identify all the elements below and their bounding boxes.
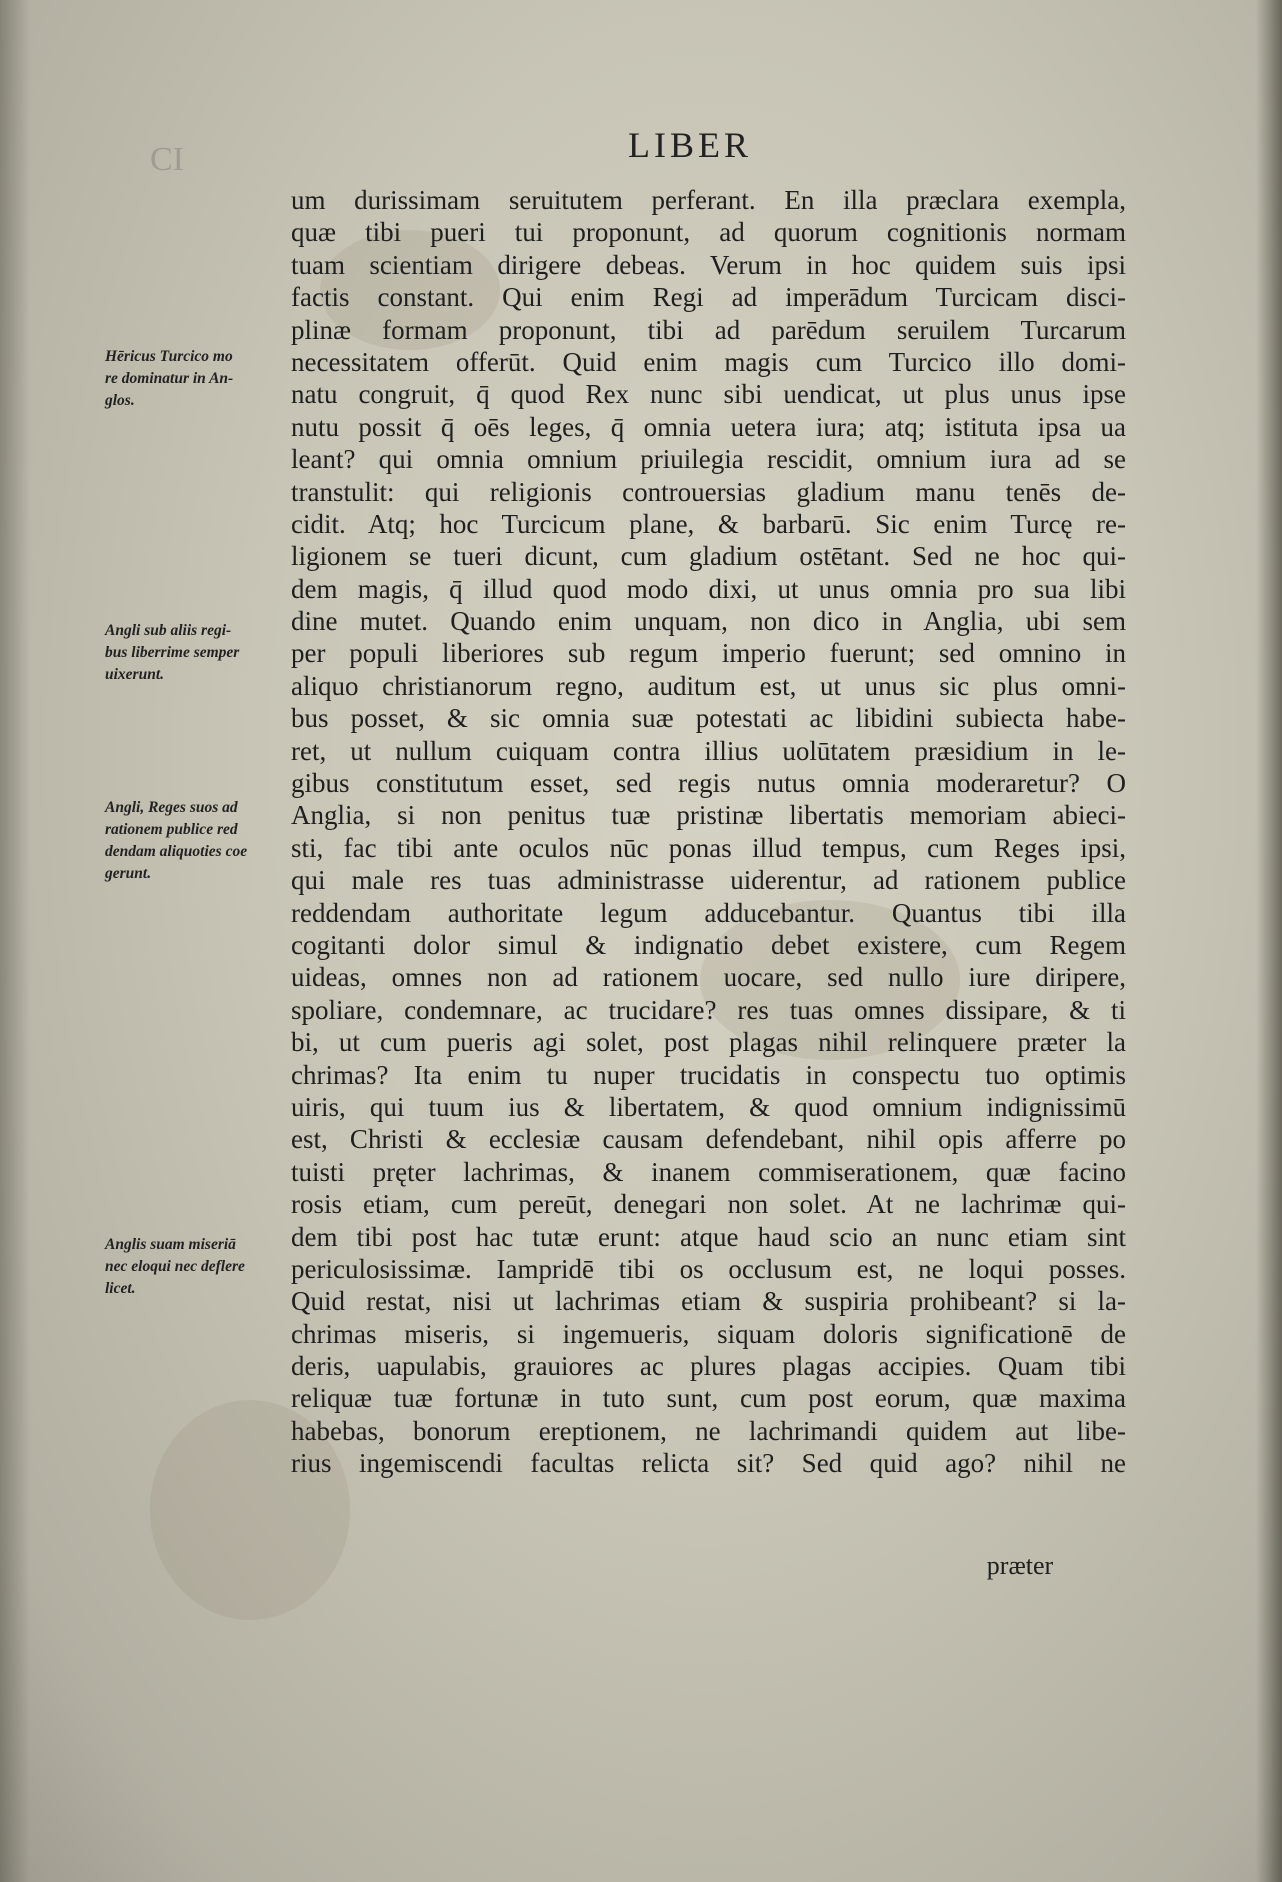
text-line: plinæ formam proponunt, tibi ad parēdum seruilem Turcarum xyxy=(291,314,1126,345)
text-line: uideas, omnes non ad rationem uocare, sed nullo iure diripere, xyxy=(291,962,1126,993)
margin-note-line: dendam aliquoties coe xyxy=(105,843,248,860)
text-line: reliquæ tuæ fortunæ in tuto sunt, cum post eorum, quæ maxima xyxy=(291,1383,1126,1414)
text-line: bi, ut cum pueris agi solet, post plagas nihil relinquere præter la xyxy=(291,1027,1126,1058)
margin-note-line: licet. xyxy=(105,1280,136,1297)
text-line: natu congruit, q̄ quod Rex nunc sibi uendicat, ut plus unus ipse xyxy=(291,379,1126,410)
main-text-block xyxy=(291,184,1126,1564)
margin-note xyxy=(105,620,280,686)
text-line: uiris, qui tuum ius & libertatem, & quod omnium indignissimū xyxy=(291,1091,1126,1122)
margin-note-line: glos. xyxy=(105,392,135,409)
text-line: dem tibi post hac tutæ erunt: atque haud scio an nunc etiam sint xyxy=(291,1221,1126,1252)
text-line: Anglia, si non penitus tuæ pristinæ libertatis memoriam abieci- xyxy=(291,800,1126,831)
text-line: bus posset, & sic omnia suæ potestati ac libidini subiecta habe- xyxy=(291,703,1126,734)
text-line: chrimas miseris, si ingemueris, siquam doloris significationē de xyxy=(291,1318,1126,1349)
text-line: nutu possit q̄ oēs leges, q̄ omnia uetera iura; atq; istituta ipsa ua xyxy=(291,411,1126,442)
running-title: LIBER xyxy=(628,125,752,165)
margin-note-line: Anglis suam miseriā xyxy=(105,1236,236,1253)
margin-note-line: Angli sub aliis regi- xyxy=(105,622,232,639)
text-line: Quid restat, nisi ut lachrimas etiam & suspiria prohibeant? si la- xyxy=(291,1286,1126,1317)
margin-note-line: gerunt. xyxy=(105,865,152,882)
text-line: habebas, bonorum ereptionem, ne lachrimandi quidem aut libe- xyxy=(291,1415,1126,1446)
text-line: tuam scientiam dirigere debeas. Verum in hoc quidem suis ipsi xyxy=(291,249,1126,280)
text-line: um durissimam seruitutem perferant. En illa præclara exempla, xyxy=(291,185,1126,215)
text-line: est, Christi & ecclesiæ causam defendebant, nihil opis afferre po xyxy=(291,1124,1126,1155)
margin-note xyxy=(105,797,280,885)
text-line: rosis etiam, cum pereūt, denegari non solet. At ne lachrimæ qui- xyxy=(291,1189,1126,1220)
text-line: quæ tibi pueri tui proponunt, ad quorum cognitionis normam xyxy=(291,217,1126,248)
margin-note-line: uixerunt. xyxy=(105,666,165,683)
text-line: deris, uapulabis, grauiores ac plures plagas accipies. Quam tibi xyxy=(291,1351,1126,1382)
text-line: chrimas? Ita enim tu nuper trucidatis in conspectu tuo optimis xyxy=(291,1059,1126,1090)
margin-note-line: rationem publice red xyxy=(105,821,238,838)
text-line: qui male res tuas administrasse uiderentur, ad rationem publice xyxy=(291,865,1126,896)
margin-note xyxy=(105,1234,280,1300)
show-through-folio: CI xyxy=(150,141,184,178)
text-line: cidit. Atq; hoc Turcicum plane, & barbarū. Sic enim Turcę re- xyxy=(291,508,1126,539)
margin-note xyxy=(105,346,280,412)
text-line: periculosissimæ. Iampridē tibi os occlusum est, ne loqui posses. xyxy=(291,1253,1126,1284)
text-line: rius ingemiscendi facultas relicta sit? Sed quid ago? nihil ne xyxy=(291,1448,1126,1479)
text-line: ligionem se tueri dicunt, cum gladium ostētant. Sed ne hoc qui- xyxy=(291,541,1126,572)
text-line: dine mutet. Quando enim unquam, non dico in Anglia, ubi sem xyxy=(291,606,1126,637)
margin-note-line: nec eloqui nec deflere xyxy=(105,1258,245,1275)
text-line: transtulit: qui religionis controuersias gladium manu tenēs de- xyxy=(291,476,1126,507)
text-line: factis constant. Qui enim Regi ad imperādum Turcicam disci- xyxy=(291,282,1126,313)
margin-note-line: Angli, Reges suos ad xyxy=(105,799,238,816)
text-line: ret, ut nullum cuiquam contra illius uolūtatem præsidium in le- xyxy=(291,735,1126,766)
text-line: sti, fac tibi ante oculos nūc ponas illud tempus, cum Reges ipsi, xyxy=(291,832,1126,863)
text-line: leant? qui omnia omnium priuilegia rescidit, omnium iura ad se xyxy=(291,444,1126,475)
text-line: gibus constitutum esset, sed regis nutus omnia moderaretur? O xyxy=(291,768,1126,799)
text-line: spoliare, condemnare, ac trucidare? res tuas omnes dissipare, & ti xyxy=(291,994,1126,1025)
text-line: per populi liberiores sub regum imperio fuerunt; sed omnino in xyxy=(291,638,1126,669)
margin-note-line: bus liberrime semper xyxy=(105,644,240,661)
catchword: præter xyxy=(986,1551,1054,1580)
text-line: dem magis, q̄ illud quod modo dixi, ut unus omnia pro sua libi xyxy=(291,573,1126,604)
text-line: necessitatem offerūt. Quid enim magis cum Turcico illo domi- xyxy=(291,346,1126,377)
margin-note-line: re dominatur in An- xyxy=(105,370,234,387)
margin-note-line: Hēricus Turcico mo xyxy=(105,348,233,365)
text-line: tuisti pręter lachrimas, & inanem commiserationem, quæ facino xyxy=(291,1156,1126,1187)
text-line: aliquo christianorum regno, auditum est, ut unus sic plus omni- xyxy=(291,670,1126,701)
text-line: cogitanti dolor simul & indignatio debet existere, cum Regem xyxy=(291,929,1126,960)
text-line: reddendam authoritate legum adducebantur. Quantus tibi illa xyxy=(291,897,1126,928)
